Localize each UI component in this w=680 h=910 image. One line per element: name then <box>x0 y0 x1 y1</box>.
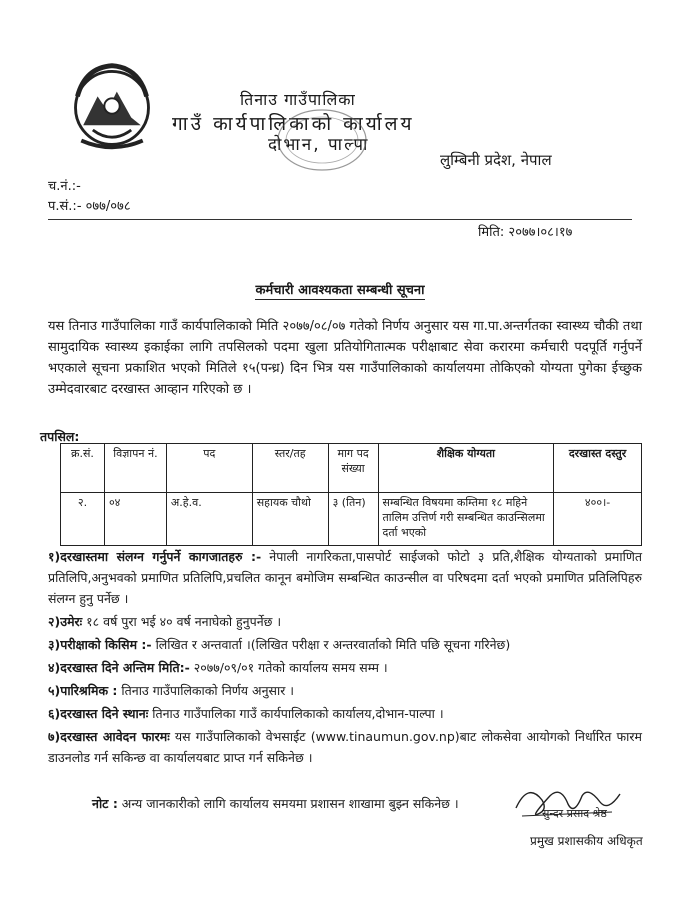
col-header-qualification: शैक्षिक योग्यता <box>378 444 554 493</box>
col-header-post: पद <box>166 444 252 493</box>
list-item: ६)दरखास्त दिने स्थानः तिनाउ गाउँपालिका गाउँ कार्यपालिकाको कार्यालय,दोभान-पाल्पा । <box>48 706 444 721</box>
table-header-row <box>61 444 642 493</box>
col-header-demand: माग पद संख्या <box>328 444 378 493</box>
cell-sn: २. <box>61 493 105 546</box>
col-header-fee: दरखास्त दस्तुर <box>554 444 642 493</box>
requirements-list <box>48 546 642 770</box>
cell-qualification: सम्बन्धित विषयमा कम्तिमा १८ महिने तालिम उत्तिर्ण गरी सम्बन्धित काउन्सिलमा दर्ता भएको <box>378 493 554 546</box>
col-header-sn: क्र.सं. <box>61 444 105 493</box>
list-item: ३)परीक्षाको किसिम :- लिखित र अन्तवार्ता ।(लिखित परीक्षा र अन्तरवार्ताको मिति पछि सूचना गरिनेछ) <box>48 637 511 652</box>
nepal-emblem-logo <box>64 58 160 154</box>
note: नोट : अन्य जानकारीको लागि कार्यालय समयमा प्रशासन शाखामा बुझ्न सकिनेछ । <box>92 796 459 811</box>
table-label: तपसिल: <box>40 429 80 444</box>
notice-body: यस तिनाउ गाउँपालिका गाउँ कार्यपालिकाको मिति २०७७/०८/०७ गतेको निर्णय अनुसार यस गा.पा.अन्तर्गतका स्वास्थ्य चौकी तथा सामुदायिक स्वास्थ्य इकाईका लागि तपसिलको पदमा खुला प्रतियोगितात्मक परीक्षाबाट सेवा करारमा कर्मचारी पदपूर्ति गर्नुपर्ने भएकाले सूचना प्रकाशित भएको मितिले १५(पन्ध्र) दिन भित्र यस गाउँपालिकाको कार्यालयमा तोकिएको योग्यता पुगेका ईच्छुक उम्मेदवारबाट दरखास्त आव्हान गरिएको छ । <box>48 319 642 397</box>
list-item: १)दरखास्तमा संलग्न गर्नुपर्ने कागजातहरु :- नेपाली नागरिकता,पासपोर्ट साईजको फोटो ३ प्रति,शैक्षिक योग्यताको प्रमाणित प्रतिलिपि,अनुभवको प्रमाणित प्रतिलिपि,प्रचलित कानून बमोजिम सम्बन्धित काउन्सील वा परिषदमा दर्ता भएको प्रमाणित प्रतिलिपिहरु संलग्न हुनु पर्नेछ । <box>48 549 642 606</box>
letter-number: च.नं.:- <box>48 179 81 194</box>
province-name: लुम्बिनी प्रदेश, नेपाल <box>440 151 552 169</box>
office-stamp <box>262 100 382 180</box>
cell-post: अ.हे.व. <box>166 493 252 546</box>
cell-fee: ४००।- <box>554 493 642 546</box>
col-header-ad-no: विज्ञापन नं. <box>104 444 166 493</box>
notice-date: मिति: २०७७।०८।१७ <box>478 225 573 240</box>
cell-level: सहायक चौथो <box>252 493 328 546</box>
cell-ad-no: ०४ <box>104 493 166 546</box>
cell-demand: ३ (तिन) <box>328 493 378 546</box>
list-item: ७)दरखास्त आवेदन फारमः यस गाउँपालिकाको वेभसाईट (www.tinaumun.gov.np)बाट लोकसेवा आयोगको निर्धारित फारम डाउनलोड गर्न सकिन्छ वा कार्यालयबाट प्राप्त गर्न सकिनेछ । <box>48 729 642 765</box>
notice-title: कर्मचारी आवश्यकता सम्बन्धी सूचना <box>255 283 425 298</box>
patra-sankhya: प.सं.:- ०७७/०७८ <box>48 199 131 214</box>
header-divider <box>48 219 632 220</box>
municipality-name: तिनाउ गाउँपालिका <box>240 90 356 109</box>
list-item: २)उमेरः १८ वर्ष पुरा भई ४० वर्ष ननाघेको हुनुपर्नेछ । <box>48 614 282 629</box>
signatory-title: प्रमुख प्रशासकीय अधिकृत <box>530 834 643 848</box>
vacancy-table <box>60 443 642 546</box>
signatory-name: सुन्दर प्रसाद श्रेष्ठ <box>542 807 607 820</box>
col-header-level: स्तर/तह <box>252 444 328 493</box>
office-location: दोभान, पाल्पा <box>268 135 370 155</box>
list-item: ४)दरखास्त दिने अन्तिम मिति:- २०७७/०९/०१ गतेको कार्यालय समय सम्म । <box>48 660 388 675</box>
office-name: गाउँ कार्यपालिकाको कार्यालय <box>172 113 415 135</box>
list-item: ५)पारिश्रमिक : तिनाउ गाउँपालिकाको निर्णय अनुसार । <box>48 683 295 698</box>
table-row <box>61 493 642 546</box>
